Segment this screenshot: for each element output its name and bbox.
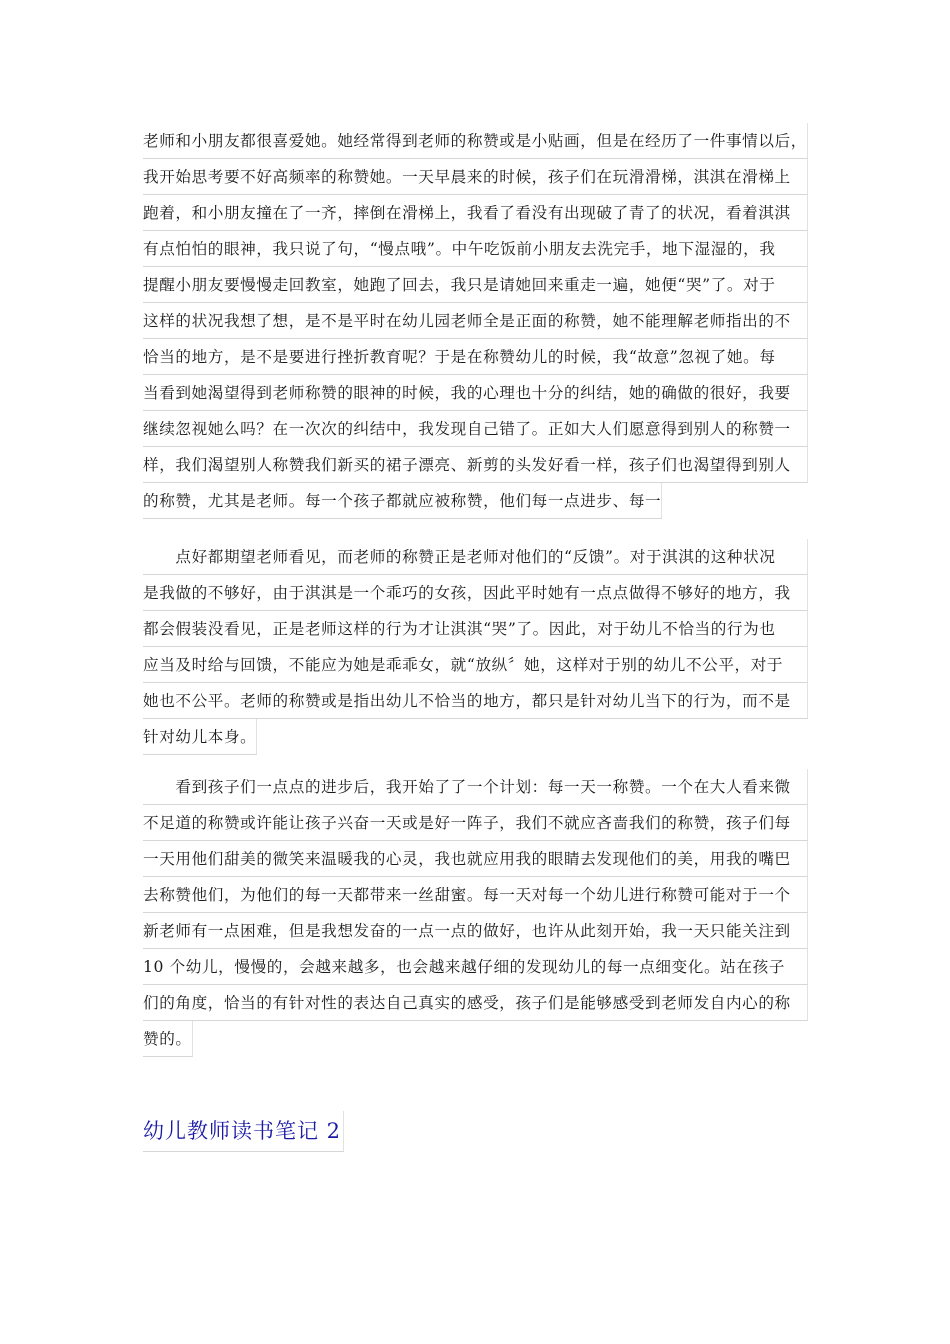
text-line: 继续忽视她么吗？在一次次的纠结中，我发现自己错了。正如大人们愿意得到别人的称赞一 (143, 411, 808, 447)
text-line: 恰当的地方，是不是要进行挫折教育呢？于是在称赞幼儿的时候，我“故意”忽视了她。每 (143, 339, 808, 375)
text-line: 提醒小朋友要慢慢走回教室，她跑了回去，我只是请她回来重走一遍，她便“哭”了。对于 (143, 267, 808, 303)
text-line: 都会假装没看见，正是老师这样的行为才让淇淇“哭”了。因此，对于幼儿不恰当的行为也 (143, 611, 808, 647)
text-line: 我开始思考要不好高频率的称赞她。一天早晨来的时候，孩子们在玩滑滑梯，淇淇在滑梯上 (143, 159, 808, 195)
text-line: 看到孩子们一点点的进步后，我开始了了一个计划：每一天一称赞。一个在大人看来微 (143, 769, 808, 805)
text-line: 不足道的称赞或许能让孩子兴奋一天或是好一阵子，我们不就应吝啬我们的称赞，孩子们每 (143, 805, 808, 841)
text-line: 跑着，和小朋友撞在了一齐，摔倒在滑梯上，我看了看没有出现破了青了的状况，看着淇淇 (143, 195, 808, 231)
text-line: 样，我们渴望别人称赞我们新买的裙子漂亮、新剪的头发好看一样，孩子们也渴望得到别人 (143, 447, 808, 483)
text-line: 新老师有一点困难，但是我想发奋的一点一点的做好，也许从此刻开始，我一天只能关注到 (143, 913, 808, 949)
text-line: 一天用他们甜美的微笑来温暖我的心灵，我也就应用我的眼睛去发现他们的美，用我的嘴巴 (143, 841, 808, 877)
section-heading: 幼儿教师读书笔记 2 (143, 1111, 344, 1152)
text-line: 这样的状况我想了想，是不是平时在幼儿园老师全是正面的称赞，她不能理解老师指出的不 (143, 303, 808, 339)
paragraph-2 (143, 539, 808, 759)
text-line: 们的角度，恰当的有针对性的表达自己真实的感受，孩子们是能够感受到老师发自内心的称 (143, 985, 808, 1021)
text-line: 当看到她渴望得到老师称赞的眼神的时候，我的心理也十分的纠结，她的确做的很好，我要 (143, 375, 808, 411)
text-line: 赞的。 (143, 1021, 193, 1057)
paragraph-3 (143, 769, 808, 1061)
text-line: 是我做的不够好，由于淇淇是一个乖巧的女孩，因此平时她有一点点做得不够好的地方，我 (143, 575, 808, 611)
text-line: 的称赞，尤其是老师。每一个孩子都就应被称赞，他们每一点进步、每一 (143, 483, 662, 519)
text-line: 老师和小朋友都很喜爱她。她经常得到老师的称赞或是小贴画，但是在经历了一件事情以后， (143, 123, 808, 159)
text-line: 应当及时给与回馈，不能应为她是乖乖女，就“放纵〞她，这样对于别的幼儿不公平，对于 (143, 647, 808, 683)
text-line: 针对幼儿本身。 (143, 719, 257, 755)
text-line: 点好都期望老师看见，而老师的称赞正是老师对他们的“反馈”。对于淇淇的这种状况 (143, 539, 808, 575)
text-line: 有点怕怕的眼神，我只说了句，“慢点哦”。中午吃饭前小朋友去洗完手，地下湿湿的，我 (143, 231, 808, 267)
text-line: 她也不公平。老师的称赞或是指出幼儿不恰当的地方，都只是针对幼儿当下的行为，而不是 (143, 683, 808, 719)
paragraph-1 (143, 123, 808, 523)
text-line: 去称赞他们，为他们的每一天都带来一丝甜蜜。每一天对每一个幼儿进行称赞可能对于一个 (143, 877, 808, 913)
text-line: 10 个幼儿，慢慢的，会越来越多，也会越来越仔细的发现幼儿的每一点细变化。站在孩子 (143, 949, 808, 985)
